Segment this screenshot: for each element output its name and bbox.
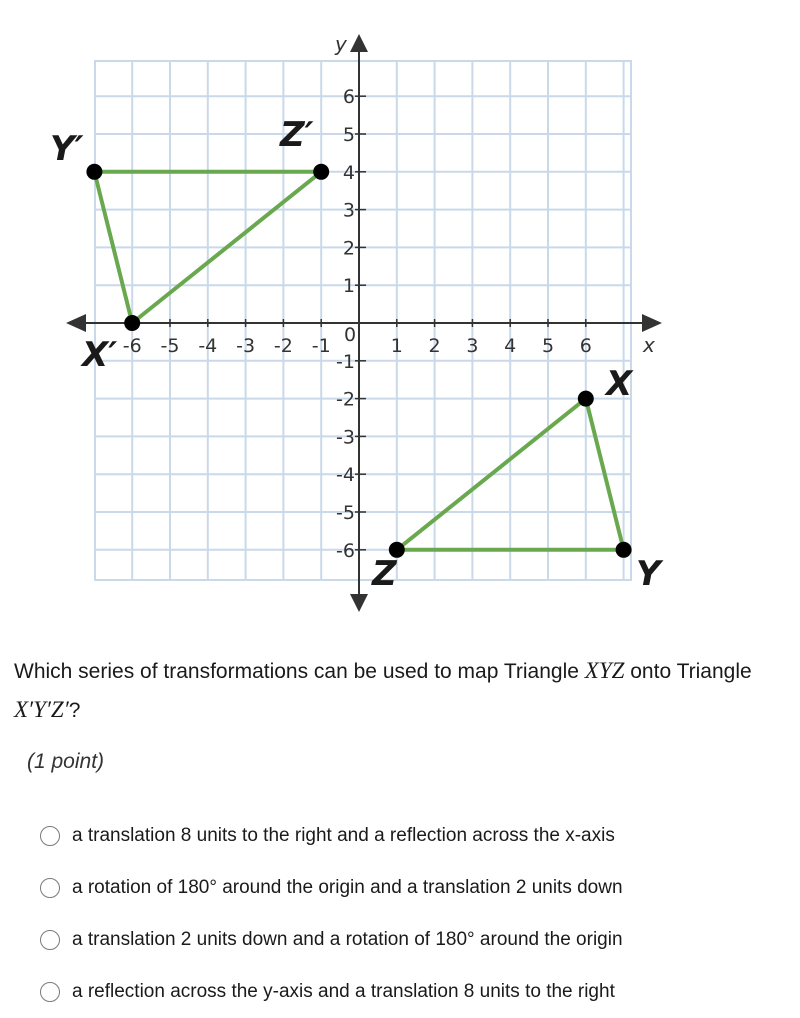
radio-button-icon[interactable] — [40, 826, 60, 846]
x-axis-arrow-right-icon — [642, 314, 662, 332]
x-tick-label: -1 — [311, 335, 331, 357]
x-tick-label: 2 — [428, 335, 441, 357]
vertex-labels — [50, 115, 664, 594]
vertex-label: Y′ — [50, 129, 84, 169]
question-middle: onto Triangle — [624, 660, 752, 683]
x-tick-label: -6 — [122, 335, 142, 357]
question-target-triangle: X′Y′Z′ — [14, 697, 69, 722]
x-tick-label: 5 — [541, 335, 555, 357]
answer-option-label: a translation 2 units down and a rotation of 180° around the origin — [72, 929, 623, 950]
y-tick-label: 2 — [342, 237, 355, 260]
question-source-triangle: XYZ — [584, 658, 625, 683]
y-tick-label: 6 — [342, 86, 355, 109]
x-tick-label: 6 — [579, 335, 592, 357]
x-tick-label: 3 — [466, 335, 479, 357]
y-tick-label: 5 — [342, 124, 355, 146]
axes — [66, 34, 662, 612]
x-tick-label: 4 — [504, 335, 517, 357]
vertex-label: Z — [372, 554, 397, 594]
question-suffix: ? — [68, 699, 81, 722]
y-tick-label: 1 — [342, 275, 355, 298]
vertex-label: X — [606, 364, 633, 404]
origin-label: 0 — [344, 324, 357, 346]
x-tick-label: 1 — [390, 335, 403, 357]
vertex-label: X′ — [82, 335, 118, 375]
y-axis-arrow-down-icon — [350, 594, 368, 612]
x-axis-arrow-left-icon — [66, 314, 86, 332]
answer-options — [40, 810, 623, 1018]
y-tick-label: -3 — [336, 426, 355, 449]
tick-labels — [123, 32, 655, 562]
vertex-point — [616, 542, 632, 558]
question-prefix: Which series of transformations can be used to map Triangle — [14, 660, 585, 683]
points-label: (1 point) — [27, 750, 105, 773]
vertex-label: Z′ — [280, 115, 314, 155]
y-axis-arrow-up-icon — [350, 34, 368, 52]
vertex-point — [86, 164, 102, 180]
y-tick-label: -5 — [336, 502, 355, 524]
y-tick-label: -1 — [336, 350, 355, 373]
vertex-point — [578, 391, 594, 407]
answer-option-label: a rotation of 180° around the origin and a translation 2 units down — [72, 877, 623, 898]
vertex-label: Y — [636, 554, 661, 594]
x-tick-label: -2 — [273, 335, 293, 357]
x-tick-label: -5 — [160, 335, 180, 357]
answer-option-3[interactable] — [40, 914, 623, 966]
answer-option-4[interactable] — [40, 966, 623, 1018]
radio-button-icon[interactable] — [40, 982, 60, 1002]
vertex-point — [313, 164, 329, 180]
radio-button-icon[interactable] — [40, 878, 60, 898]
answer-option-label: a reflection across the y-axis and a translation 8 units to the right — [72, 981, 615, 1002]
x-axis-label: x — [643, 333, 655, 357]
answer-option-2[interactable] — [40, 862, 623, 914]
y-tick-label: -6 — [336, 539, 355, 562]
grid-lines — [95, 61, 631, 580]
answer-option-1[interactable] — [40, 810, 623, 862]
x-tick-label: -4 — [198, 335, 218, 357]
y-tick-label: -2 — [336, 388, 355, 411]
y-tick-label: -4 — [336, 464, 355, 487]
y-tick-label: 4 — [342, 161, 355, 184]
x-tick-label: -3 — [236, 335, 256, 357]
y-axis-label: y — [335, 32, 347, 56]
question-text — [14, 652, 786, 730]
vertex-point — [124, 315, 140, 331]
answer-option-label: a translation 8 units to the right and a reflection across the x-axis — [72, 825, 615, 846]
grid-border — [95, 61, 631, 580]
radio-button-icon[interactable] — [40, 930, 60, 950]
y-tick-label: 3 — [342, 199, 355, 222]
